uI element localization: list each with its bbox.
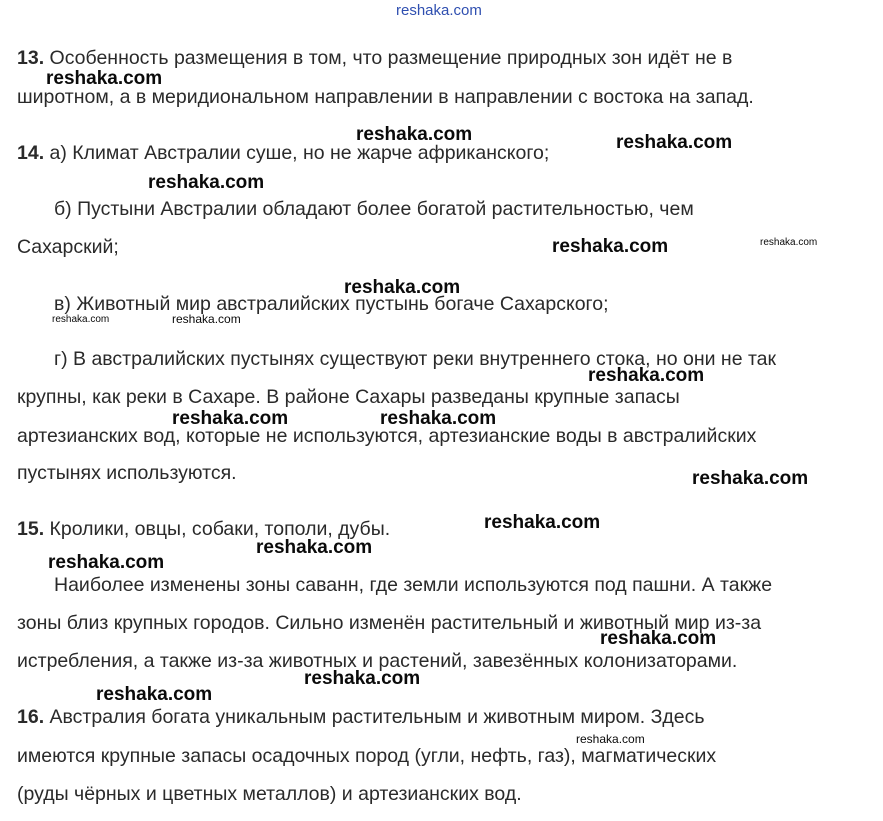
- answer-14d-line-4: пустынях используются.: [17, 462, 237, 484]
- watermark: reshaka.com: [576, 732, 645, 746]
- watermark: reshaka.com: [172, 408, 289, 429]
- answer-16-line-3: (руды чёрных и цветных металлов) и артезианских вод.: [17, 783, 522, 805]
- watermark: reshaka.com: [46, 68, 163, 89]
- watermark: reshaka.com: [304, 668, 421, 689]
- answer-13-line-1: 13. Особенность размещения в том, что размещение природных зон идёт не в: [17, 47, 733, 69]
- watermark: reshaka.com: [760, 237, 818, 248]
- watermark: reshaka.com: [48, 552, 165, 573]
- answer-14d-line-1: г) В австралийских пустынях существуют реки внутреннего стока, но они не так: [54, 348, 777, 370]
- watermark: reshaka.com: [692, 468, 809, 489]
- watermark: reshaka.com: [52, 314, 110, 325]
- watermark: reshaka.com: [344, 277, 461, 298]
- watermark: reshaka.com: [552, 236, 669, 257]
- watermark: reshaka.com: [588, 365, 705, 386]
- answer-15-line-2: Наиболее изменены зоны саванн, где земли используются под пашни. А также: [54, 574, 773, 596]
- answer-16-line-2: имеются крупные запасы осадочных пород (угли, нефть, газ), магматических: [17, 745, 717, 767]
- watermark: reshaka.com: [616, 132, 733, 153]
- answer-14c-line-1: в) Животный мир австралийских пустынь богаче Сахарского;: [54, 293, 609, 315]
- answer-15-line-1: 15. Кролики, овцы, собаки, тополи, дубы.: [17, 518, 391, 540]
- answer-15-line-4: истребления, а также из-за животных и растений, завезённых колонизаторами.: [17, 650, 738, 672]
- watermark: reshaka.com: [356, 124, 473, 145]
- answer-13-line-2: широтном, а в меридиональном направлении в направлении с востока на запад.: [17, 86, 754, 108]
- watermark: reshaka.com: [600, 628, 717, 649]
- watermark: reshaka.com: [148, 172, 265, 193]
- watermark: reshaka.com: [96, 684, 213, 705]
- watermark: reshaka.com: [172, 312, 241, 326]
- answer-14b-line-2: Сахарский;: [17, 236, 119, 258]
- answer-14b-line-1: б) Пустыни Австралии обладают более богатой растительностью, чем: [54, 198, 694, 220]
- watermark: reshaka.com: [396, 2, 482, 19]
- answer-14d-line-3: артезианских вод, которые не используются, артезианские воды в австралийских: [17, 425, 757, 447]
- answer-14d-line-2: крупны, как реки в Сахаре. В районе Сахары разведаны крупные запасы: [17, 386, 680, 408]
- answer-15-line-3: зоны близ крупных городов. Сильно изменён растительный и животный мир из-за: [17, 612, 762, 634]
- watermark: reshaka.com: [256, 537, 373, 558]
- watermark: reshaka.com: [380, 408, 497, 429]
- answer-14-line-1: 14. а) Климат Австралии суше, но не жарче африканского;: [17, 142, 550, 164]
- watermark: reshaka.com: [484, 512, 601, 533]
- answer-16-line-1: 16. Австралия богата уникальным растительным и животным миром. Здесь: [17, 706, 705, 728]
